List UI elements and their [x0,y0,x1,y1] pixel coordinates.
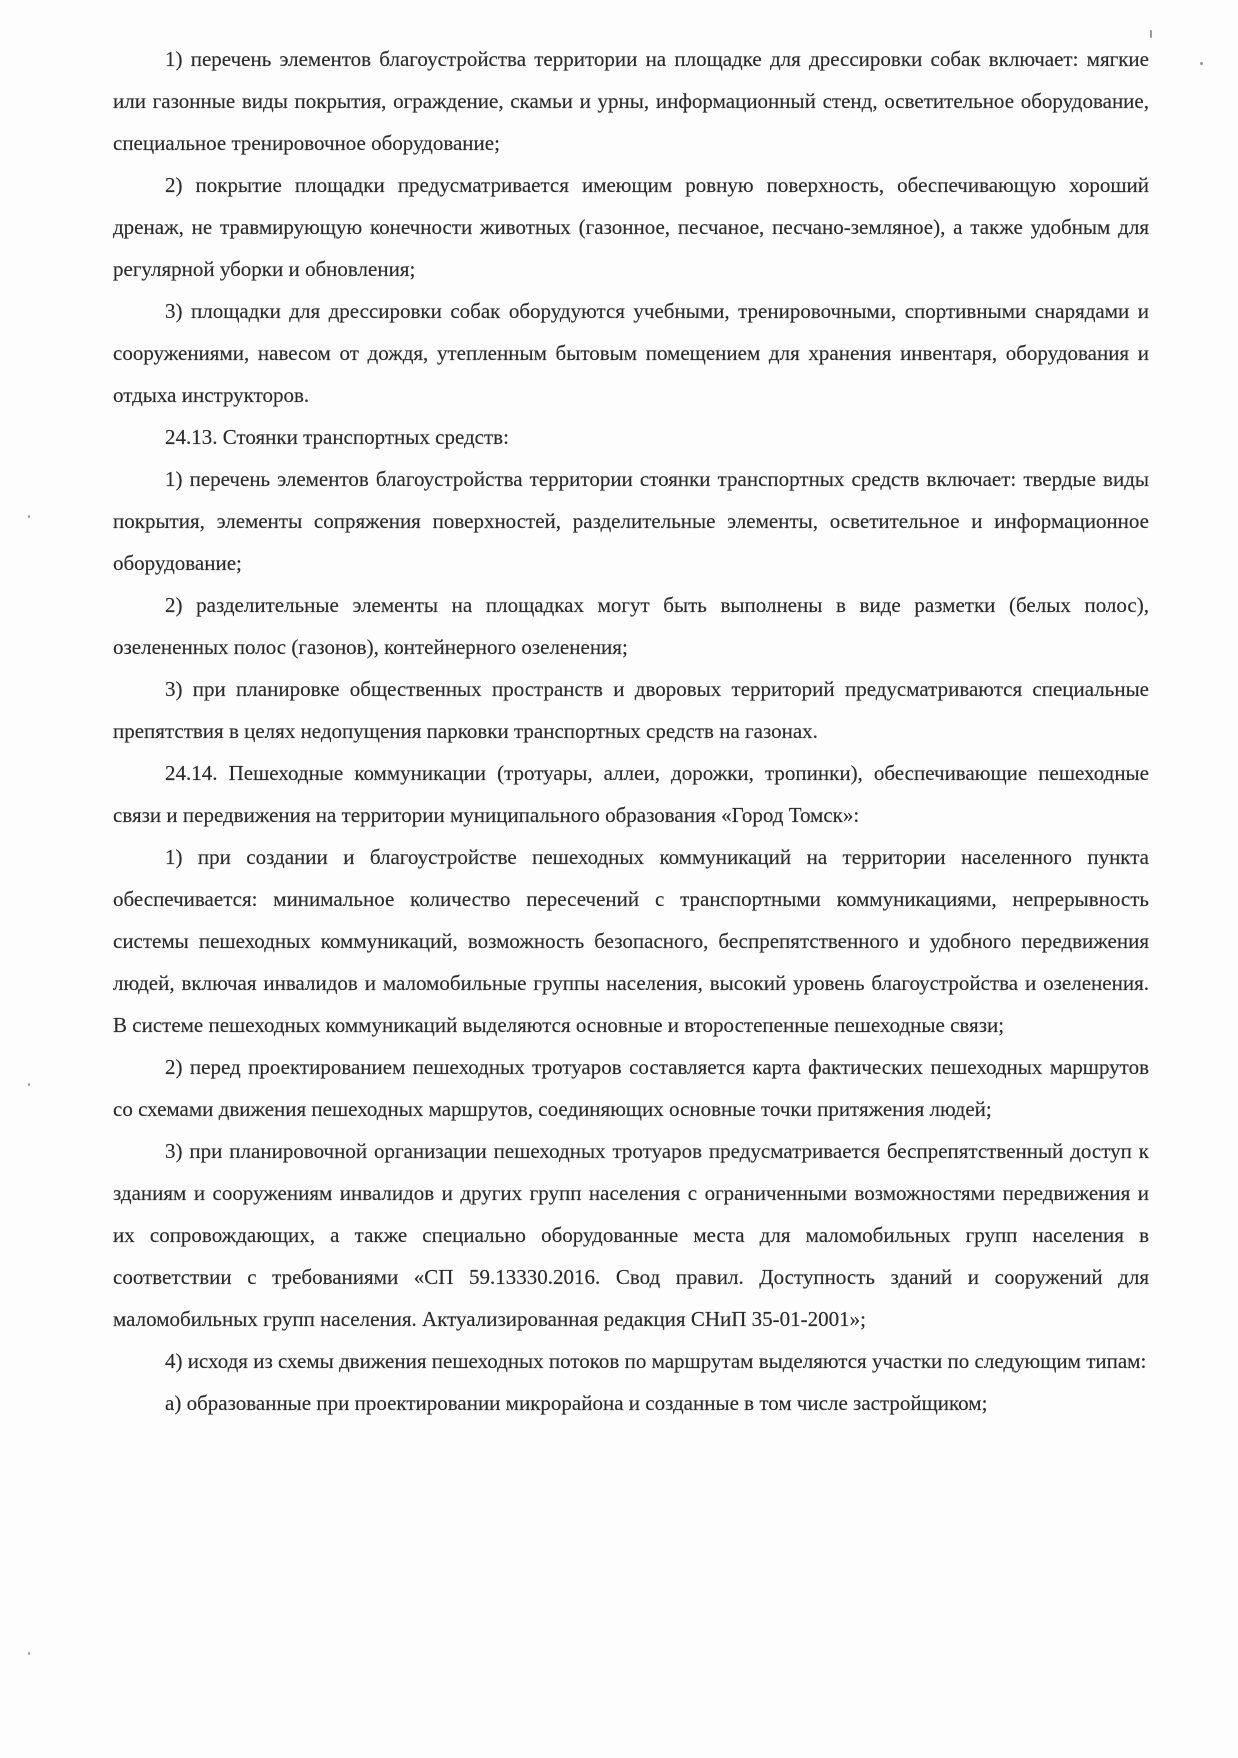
paragraph-dog-training-surface: 2) покрытие площадки предусматривается имеющим ровную поверхность, обеспечивающую хороший дренаж, не травмирующую конечности животных (газонное, песчаное, песчано-земляное), а также удобным для регулярной уборки и обновления; [113,173,1149,281]
paragraph-segment-type-a: а) образованные при проектировании микрорайона и созданные в том числе застройщиком; [165,1391,988,1415]
scan-speck [1150,30,1152,38]
scan-speck [28,515,30,518]
paragraph-pedestrian-segments: 4) исходя из схемы движения пешеходных потоков по маршрутам выделяются участки по следующим типам: [165,1349,1147,1373]
scan-speck [28,1083,30,1086]
section-heading-24-14: 24.14. Пешеходные коммуникации (тротуары, аллеи, дорожки, тропинки), обеспечивающие пешеходные связи и передвижения на территории муниципального образования «Город Томск»: [113,761,1149,827]
paragraph-pedestrian-accessibility: 3) при планировочной организации пешеходных тротуаров предусматривается беспрепятственный доступ к зданиям и сооружениям инвалидов и других групп населения с ограниченными возможностями передвижения и их сопровождающих, а также специально оборудованные места для маломобильных групп населения в соответствии с требованиями «СП 59.13330.2016. Свод правил. Доступность зданий и сооружений для маломобильных групп населения. Актуализированная редакция СНиП 35-01-2001»; [113,1139,1149,1331]
paragraph-dog-training-equipment: 3) площадки для дрессировки собак оборудуются учебными, тренировочными, спортивными снарядами и сооружениями, навесом от дождя, утепленным бытовым помещением для хранения инвентаря, оборудования и отдыха инструкторов. [113,299,1149,407]
scan-speck [1200,62,1203,65]
document-body [113,38,1149,1424]
section-heading-24-13: 24.13. Стоянки транспортных средств: [165,425,509,449]
paragraph-parking-elements: 1) перечень элементов благоустройства территории стоянки транспортных средств включает: твердые виды покрытия, элементы сопряжения поверхностей, разделительные элементы, осветительное и информационное оборудование; [113,467,1149,575]
paragraph-dog-training-elements: 1) перечень элементов благоустройства территории на площадке для дрессировки собак включает: мягкие или газонные виды покрытия, ограждение, скамьи и урны, информационный стенд, осветительное оборудование, специальное тренировочное оборудование; [113,47,1149,155]
scan-speck [28,1652,30,1655]
paragraph-pedestrian-map: 2) перед проектированием пешеходных тротуаров составляется карта фактических пешеходных маршрутов со схемами движения пешеходных маршрутов, соединяющих основные точки притяжения людей; [113,1055,1149,1121]
paragraph-pedestrian-design: 1) при создании и благоустройстве пешеходных коммуникаций на территории населенного пункта обеспечивается: минимальное количество пересечений с транспортными коммуникациями, непрерывность системы пешеходных коммуникаций, возможность безопасного, беспрепятственного и удобного передвижения людей, включая инвалидов и маломобильные группы населения, высокий уровень благоустройства и озеленения. В системе пешеходных коммуникаций выделяются основные и второстепенные пешеходные связи; [113,845,1149,1037]
paragraph-parking-obstacles: 3) при планировке общественных пространств и дворовых территорий предусматриваются специальные препятствия в целях недопущения парковки транспортных средств на газонах. [113,677,1149,743]
paragraph-parking-dividers: 2) разделительные элементы на площадках могут быть выполнены в виде разметки (белых полос), озелененных полос (газонов), контейнерного озеленения; [113,593,1149,659]
